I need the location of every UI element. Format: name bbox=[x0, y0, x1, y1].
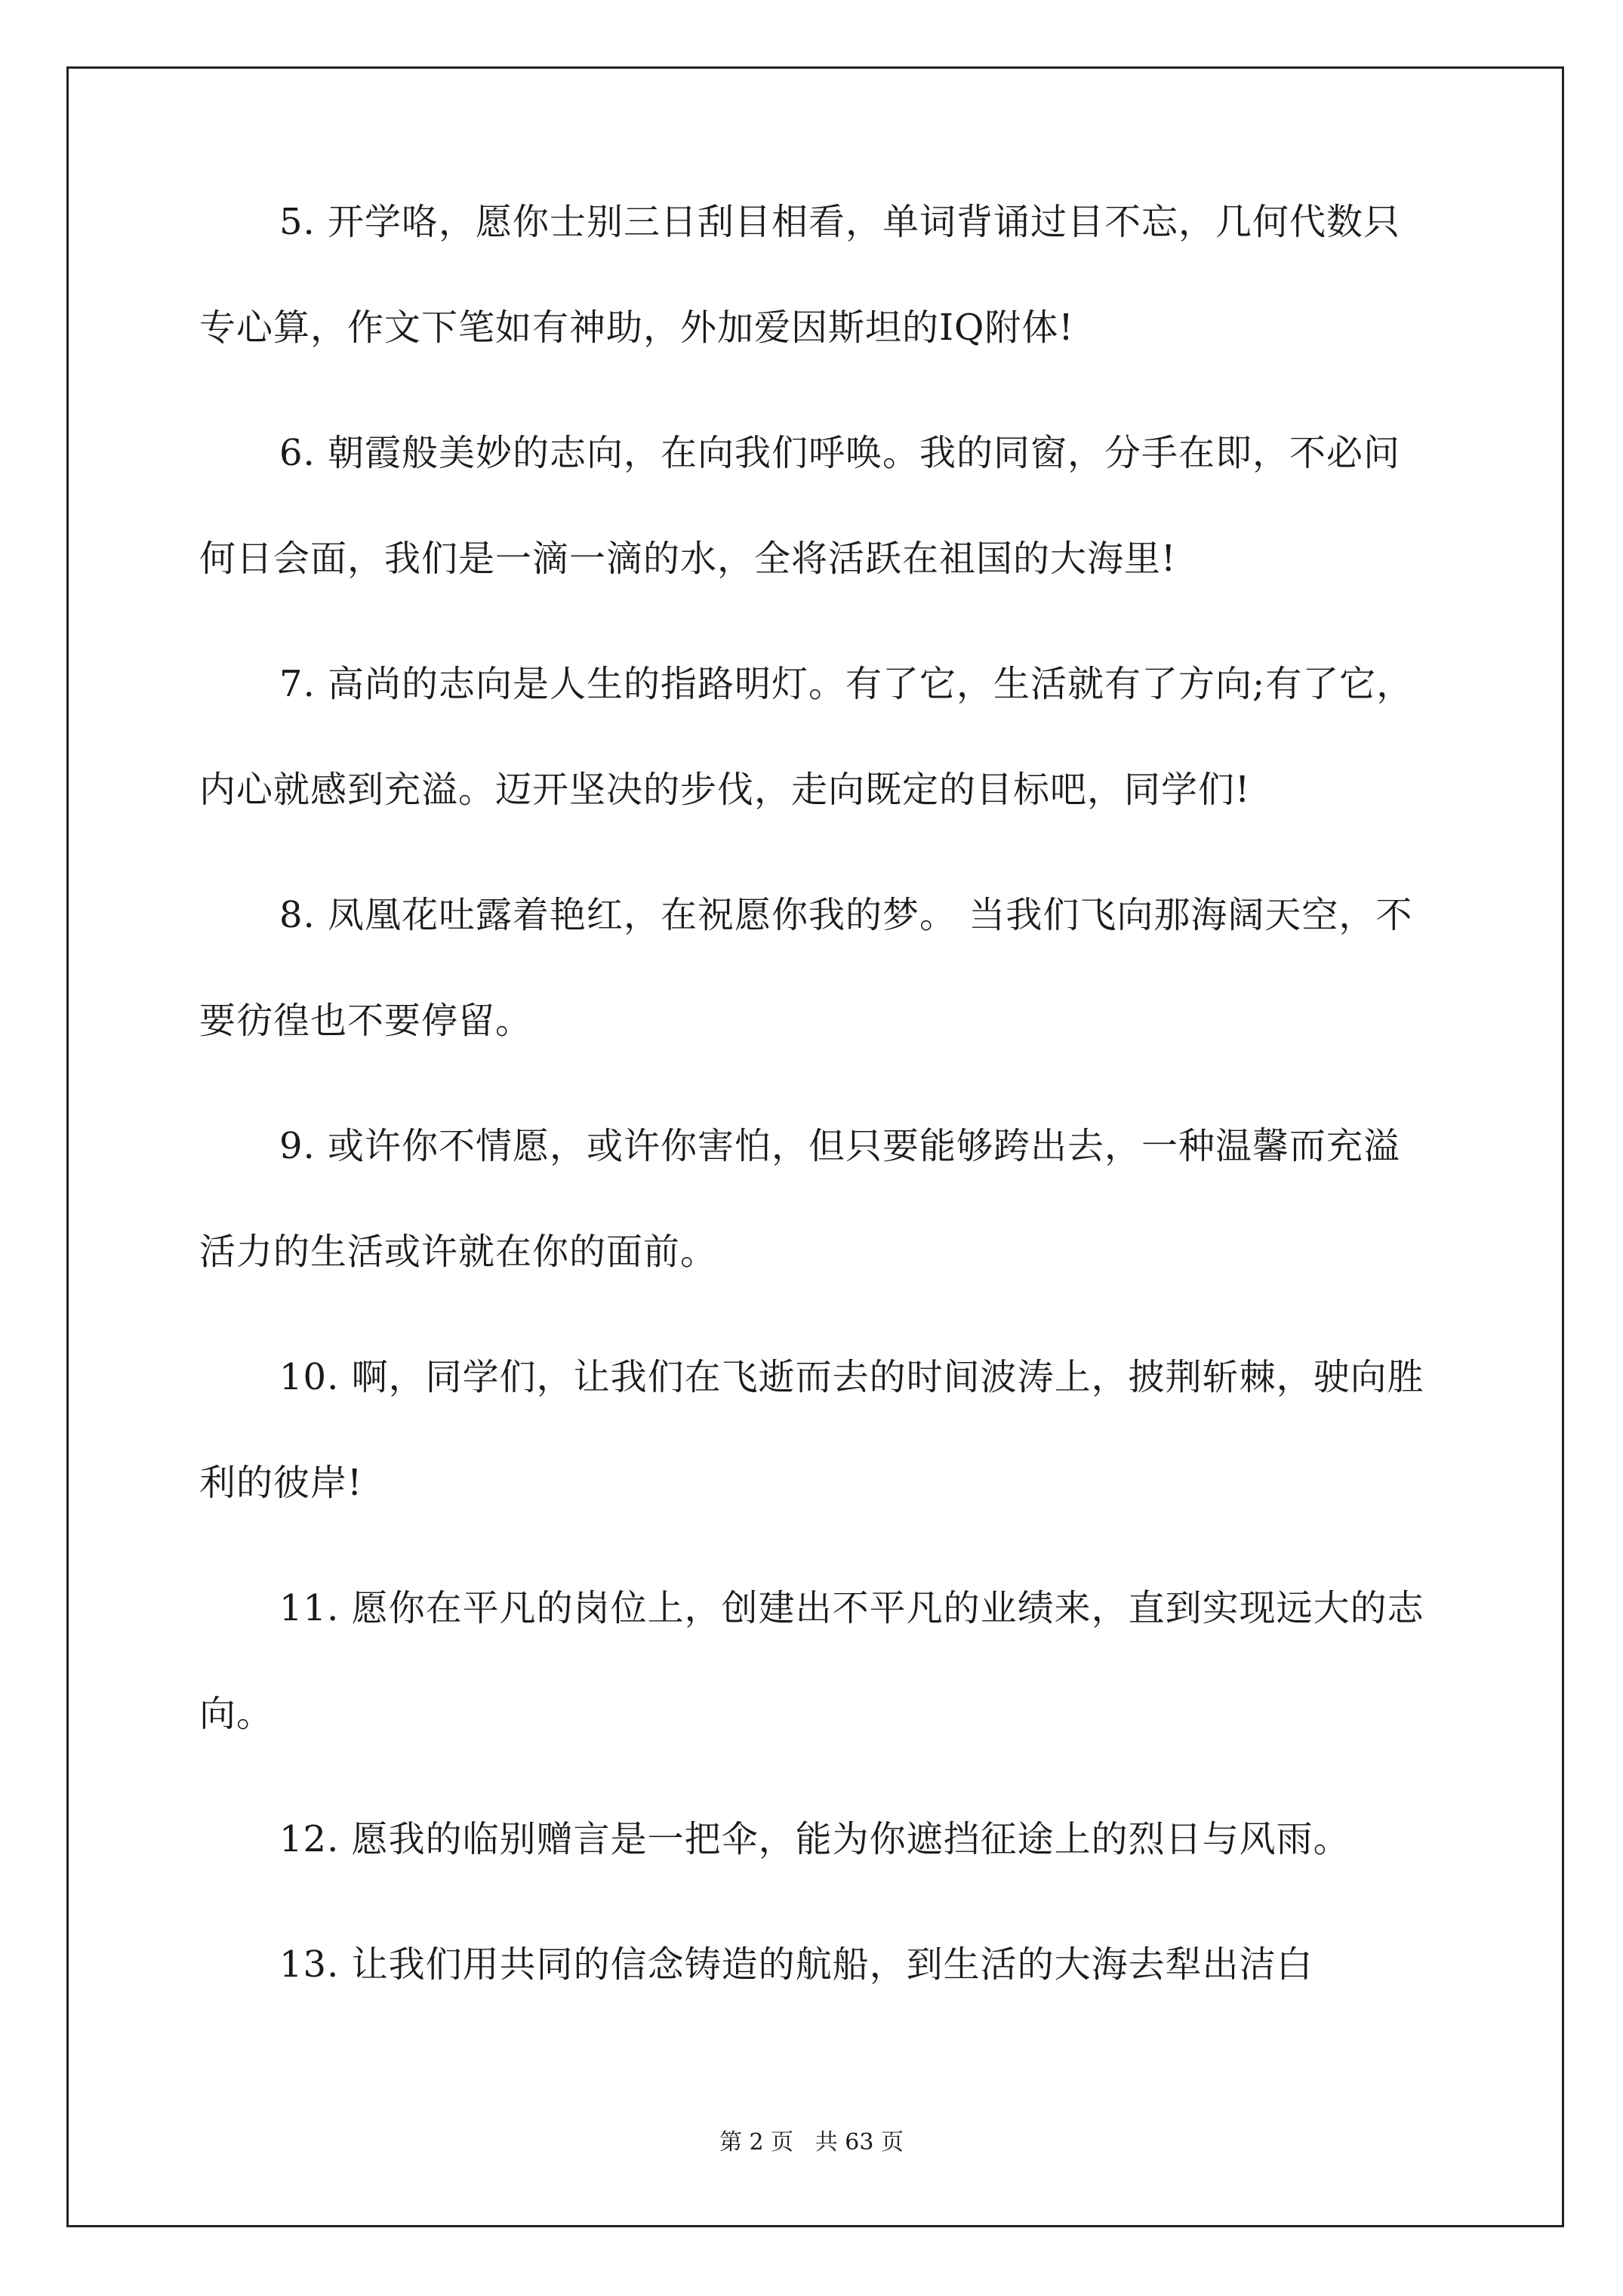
paragraph-11: 11. 愿你在平凡的岗位上，创建出不平凡的业绩来，直到实现远大的志向。 bbox=[199, 1587, 1424, 1735]
paragraph-5: 5. 开学咯，愿你士别三日刮目相看，单词背诵过目不忘，几何代数只专心算，作文下笔如有神助，外加爱因斯坦的IQ附体! bbox=[199, 201, 1401, 349]
paragraph-7: 7. 高尚的志向是人生的指路明灯。有了它，生活就有了方向;有了它，内心就感到充溢。迈开坚决的步伐，走向既定的目标吧，同学们! bbox=[199, 663, 1414, 811]
paragraph-6: 6. 朝霞般美妙的志向，在向我们呼唤。我的同窗，分手在即，不必问何日会面，我们是一滴一滴的水，全将活跃在祖国的大海里! bbox=[199, 432, 1401, 580]
document-body bbox=[199, 198, 1437, 2066]
page-number: 第 2 页 bbox=[719, 2129, 794, 2156]
paragraph-9: 9. 或许你不情愿，或许你害怕，但只要能够跨出去，一种温馨而充溢活力的生活或许就在你的面前。 bbox=[199, 1125, 1401, 1273]
paragraph-13: 13. 让我们用共同的信念铸造的航船，到生活的大海去犁出洁白 bbox=[279, 1943, 1313, 1986]
page-footer bbox=[0, 2123, 1623, 2156]
paragraph-8: 8. 凤凰花吐露着艳红，在祝愿你我的梦。 当我们飞向那海阔天空，不要彷徨也不要停留。 bbox=[199, 894, 1413, 1042]
paragraph-10: 10. 啊，同学们，让我们在飞逝而去的时间波涛上，披荆斩棘，驶向胜利的彼岸! bbox=[199, 1356, 1424, 1504]
page-total: 共 63 页 bbox=[815, 2129, 904, 2156]
paragraph-12: 12. 愿我的临别赠言是一把伞，能为你遮挡征途上的烈日与风雨。 bbox=[279, 1818, 1350, 1860]
